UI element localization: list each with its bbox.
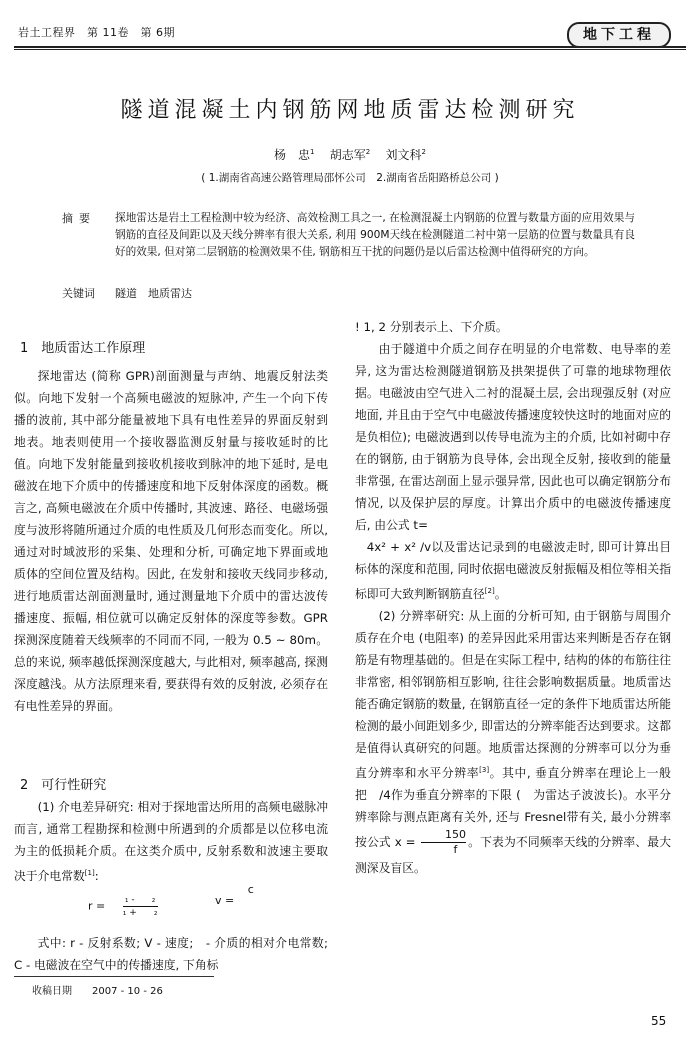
article-title: 隧道混凝土内钢筋网地质雷达检测研究 [120, 98, 580, 123]
paragraph-text: 。其中, 垂直分辨率在理论上一般把 /4作为垂直分辨率的下限 ( 为雷达子波波长)。水平分辨率除与测点距离有关外, 还与 Fresnel带有关, 最小分辨率按公式 x = [355, 765, 671, 849]
paragraph: 探地雷达 (简称 GPR)剖面测量与声纳、地震反射法类似。向地下发射一个高频电磁波的短脉冲, 产生一个向下传播的波前, 其中部分能量被地下具有电性差异的界面反射到地表。地表则使用一个接收器监测反射量与接收延时的比值。向地下发射能量到接收机接收到脉冲的地下延时, 是电磁波在地下介质中的传播速度和地下反射体深度的函数。概言之, 高频电磁波在介质中传播时, 其波速、路径、电磁场强度与波形将随所通过介质的电性质及几何形态而变化。所以, 通过对时域波形的采集、处理和分析, 可确定地下界面或地质体的空间位置及结构。因此, 在发射和接收天线同步移动, 进行地质雷达剖面测量时, 通过测量地下介质中的雷达波传播速度、振幅, 相位就可以确定反射体的深度等参数。GPR探测深度随着天线频率的不同而不同, 一般为 0.5 ~ 80m。总的来说, 频率越低探测深度越大, 与此相对, 频率越高, 探测深度越浅。从方法原理来看, 要获得有效的反射波, 必须存在有电性差异的界面。 [14, 369, 328, 713]
section-heading: 2 可行性研究 [20, 778, 107, 793]
left-column [14, 365, 328, 717]
left-column-end [14, 932, 328, 976]
author-name: 杨 忠 [274, 148, 311, 162]
header-rule-thin [14, 49, 686, 50]
running-head: 岩土工程界 第 11卷 第 6期 [18, 26, 175, 39]
citation: [1] [84, 869, 95, 877]
left-column-sec2 [14, 796, 328, 887]
section-badge: 地下工程 [567, 22, 671, 48]
citation: [3] [479, 765, 490, 774]
author-name: 刘文科 [385, 148, 422, 162]
formula-velocity [215, 882, 254, 908]
header-rule [14, 46, 686, 48]
formula-x-num: 150 [444, 827, 466, 841]
keywords-text: 隧道 地质雷达 [115, 287, 192, 300]
author-sup: 2 [421, 148, 426, 156]
citation: [2] [484, 587, 495, 595]
formula-c: c [247, 882, 254, 896]
right-column [355, 316, 671, 879]
author-sup: 1 [310, 148, 315, 156]
paragraph-text: (1) 介电差异研究: 相对于探地雷达所用的高频电磁脉冲而言, 通常工程勘探和检测中所遇到的介质都是以位移电流为主的低损耗介质。在这类介质中, 反射系数和波速主要取决于介电常数 [14, 800, 328, 883]
abstract-text: 探地雷达是岩土工程检测中较为经济、高效检测工具之一, 在检测混凝土内钢筋的位置与数量方面的应用效果与钢筋的直径及间距以及天线分辨率有很大关系, 利用 900M天线在检测隧道二衬中第一层筋的位置与数量具有良好的效果, 但对第二层钢筋的检测效果不佳, 钢筋相互干扰的问题仍是以后雷达检测中值得研究的方向。 [115, 212, 635, 258]
footnote-rule [14, 976, 214, 977]
formula-v-label: v = [215, 894, 235, 907]
formula-reflection [88, 894, 158, 919]
paragraph: ! 1, 2 分别表示上、下介质。 [355, 320, 508, 334]
paragraph: 4x² + x² /v以及雷达记录到的电磁波走时, 即可计算出目标体的深度和范围, 同时依据电磁波反射振幅及相位等相关指标即可大致判断钢筋直径[2]。 [355, 540, 671, 601]
author-line [0, 146, 700, 163]
paragraph-text: (2) 分辨率研究: 从上面的分析可知, 由于钢筋与周围介质存在介电 (电阻率) 的差异因此采用雷达来判断是否存在钢筋是有物理基础的。但是在实际工程中, 结构的体的布筋往往非常密, 相邻钢筋相互影响, 往往会影响数据质量。地质雷达能否确定钢筋的数量, 在钢筋直径一定的条件下地质雷达所能检测的最小间距划多少, 即雷达的分辨率能否达到要求。这都是值得认真研究的问题。地质雷达探测的分辨率可以分为垂直分辨率和水平分辨率 [355, 608, 671, 780]
formula-r-label: r = [88, 899, 106, 913]
received-date: 收稿日期 2007 - 10 - 26 [32, 986, 163, 997]
author-sup: 2 [365, 148, 371, 156]
formula-fraction: ₁ - ₂ ₁ + ₂ [122, 895, 158, 918]
author-name: 胡志军 [329, 148, 366, 162]
affiliation: ( 1.湖南省高速公路管理局邵怀公司 2.湖南省岳阳路桥总公司 ) [201, 172, 499, 184]
paragraph: 由于隧道中介质之间存在明显的介电常数、电导率的差异, 这为雷达检测隧道钢筋及拱架提供了可靠的地球物理依据。电磁波由空气进入二衬的混凝土层, 会出现强反射 (对应地面, 并且由于空气中电磁波传播速度较快这时的地面对应的是负相位); 电磁波遇到以传导电流为主的介质, 比如衬砌中存在的钢筋, 由于钢筋为良导体, 会出现全反射, 接收到的能量非常强, 在雷达剖面上显示强异常, 因此也可以确定钢筋分布情况, 以及保护层的厚度。计算出介质中的电磁波传播速度后, 由公式 t= [355, 342, 671, 532]
section-heading: 1 地质雷达工作原理 [20, 341, 146, 356]
formula-x-fraction [421, 828, 466, 857]
paragraph: (1) 介电差异研究: 相对于探地雷达所用的高频电磁脉冲而言, 通常工程勘探和检测中所遇到的介质都是以位移电流为主的低损耗介质。在这类介质中, 反射系数和波速主要取决于介电常数[1]: [14, 800, 328, 883]
paragraph-text: 。下表为不同频率天线的分辨率、最大测深及盲区。 [355, 834, 671, 875]
abstract-label: 摘要 [62, 212, 96, 225]
page-number: 55 [651, 1014, 667, 1028]
formula-x-den: f [421, 842, 466, 857]
paragraph-text: 4x² + x² /v以及雷达记录到的电磁波走时, 即可计算出目标体的深度和范围, 同时依据电磁波反射振幅及相位等相关指标即可大致判断钢筋直径 [355, 540, 671, 601]
paragraph [355, 605, 671, 879]
paragraph: 式中: r - 反射系数; V - 速度; - 介质的相对介电常数; C - 电磁波在空气中的传播速度, 下角标 [14, 936, 328, 972]
keywords-label: 关键词 [62, 287, 95, 300]
